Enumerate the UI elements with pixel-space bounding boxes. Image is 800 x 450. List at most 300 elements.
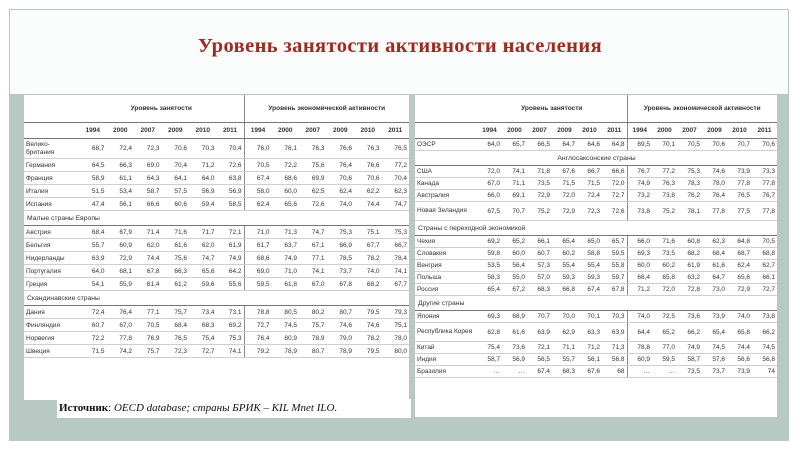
value-cell: 60,0 <box>627 260 652 272</box>
value-cell: 64,1 <box>162 172 190 185</box>
value-cell: 63,9 <box>79 252 107 265</box>
value-cell: 66,2 <box>677 323 702 342</box>
value-cell: 76,2 <box>677 190 702 202</box>
value-cell: 64,0 <box>79 265 107 278</box>
value-cell: 64,6 <box>577 139 602 151</box>
country-name: Велико-британия <box>24 139 79 159</box>
value-cell: … <box>502 366 527 378</box>
value-cell: 76,0 <box>244 139 272 159</box>
table-row <box>24 226 409 239</box>
value-cell: 77,1 <box>134 306 162 319</box>
value-cell: 62,4 <box>327 185 355 198</box>
country-name: Швеция <box>24 345 79 358</box>
value-cell: 78,0 <box>382 332 410 345</box>
value-cell: 71,3 <box>272 226 300 239</box>
value-cell: 80,7 <box>299 345 327 358</box>
value-cell: 64,5 <box>79 159 107 172</box>
value-cell: 72,6 <box>217 159 245 172</box>
value-cell: 67,2 <box>502 284 527 296</box>
value-cell: 58,7 <box>477 354 502 366</box>
value-cell: 63,8 <box>217 172 245 185</box>
value-cell: 72,2 <box>79 332 107 345</box>
value-cell: 56,9 <box>217 185 245 198</box>
value-cell: 75,6 <box>162 252 190 265</box>
value-cell: 71,0 <box>272 265 300 278</box>
value-cell: 56,9 <box>502 354 527 366</box>
value-cell: 67,7 <box>382 278 410 291</box>
value-cell: 70,1 <box>577 311 602 323</box>
value-cell: 65,6 <box>727 272 752 284</box>
value-cell: 59,3 <box>552 272 577 284</box>
value-cell: 63,3 <box>577 323 602 342</box>
value-cell: 73,5 <box>527 178 552 190</box>
year-cell: 1994 <box>244 123 272 139</box>
value-cell: 73,0 <box>702 284 727 296</box>
value-cell: 64,7 <box>552 139 577 151</box>
value-cell: 63,7 <box>272 239 300 252</box>
value-cell: 68,6 <box>272 172 300 185</box>
value-cell: 76,3 <box>299 139 327 159</box>
value-cell: 74,7 <box>189 252 217 265</box>
value-cell: 72,4 <box>577 190 602 202</box>
value-cell: 58,0 <box>244 185 272 198</box>
value-cell: 64,2 <box>217 265 245 278</box>
source-note <box>57 399 411 418</box>
year-cell: 2011 <box>752 123 777 139</box>
value-cell: 72,7 <box>189 345 217 358</box>
value-cell: 79,2 <box>244 345 272 358</box>
value-cell: 66,6 <box>602 166 627 178</box>
value-cell: 62,8 <box>477 323 502 342</box>
value-cell: 67,7 <box>354 239 382 252</box>
table-row <box>415 202 777 221</box>
value-cell: 67,0 <box>299 278 327 291</box>
value-cell: 78,3 <box>677 178 702 190</box>
value-cell: 72,3 <box>162 345 190 358</box>
year-cell: 2007 <box>527 123 552 139</box>
value-cell: 78,4 <box>382 252 410 265</box>
table-row <box>24 319 409 332</box>
value-cell: 77,2 <box>652 166 677 178</box>
value-cell: 74,4 <box>134 252 162 265</box>
value-cell: 68,2 <box>677 248 702 260</box>
value-cell: 70,3 <box>189 139 217 159</box>
source-colon: : <box>108 402 114 414</box>
section-row <box>415 296 777 311</box>
value-cell: 74,6 <box>327 319 355 332</box>
header-blank-cell <box>415 95 477 123</box>
year-cell: 2010 <box>727 123 752 139</box>
value-cell: 67,4 <box>577 284 602 296</box>
value-cell: 58,7 <box>134 185 162 198</box>
value-cell: 79,5 <box>354 306 382 319</box>
value-cell: 56,9 <box>189 185 217 198</box>
value-cell: 77,8 <box>107 332 135 345</box>
year-cell: 2007 <box>299 123 327 139</box>
value-cell: 58,7 <box>677 354 702 366</box>
value-cell: 71,2 <box>189 159 217 172</box>
value-cell: 72,0 <box>652 284 677 296</box>
value-cell: 74,7 <box>299 226 327 239</box>
value-cell: 55,9 <box>107 278 135 291</box>
country-name: Россия <box>415 284 477 296</box>
value-cell: 72,7 <box>602 190 627 202</box>
value-cell: 71,1 <box>502 178 527 190</box>
value-cell: 73,3 <box>752 166 777 178</box>
header-blank-cell <box>24 95 79 123</box>
table-row <box>415 272 777 284</box>
country-name: ОЭСР <box>415 139 477 151</box>
value-cell: 80,2 <box>299 306 327 319</box>
year-cell: 2009 <box>327 123 355 139</box>
table-header-row <box>24 95 409 123</box>
value-cell: 77,8 <box>752 202 777 221</box>
value-cell: 67,6 <box>577 366 602 378</box>
value-cell: 78,0 <box>702 178 727 190</box>
value-cell: 70,6 <box>752 139 777 151</box>
value-cell: 65,8 <box>652 272 677 284</box>
table-row <box>415 284 777 296</box>
value-cell: 58,9 <box>79 172 107 185</box>
year-cell: 2000 <box>502 123 527 139</box>
value-cell: 68,7 <box>79 139 107 159</box>
value-cell: 62,5 <box>299 185 327 198</box>
right-table-panel <box>415 95 777 417</box>
value-cell: 62,2 <box>354 185 382 198</box>
value-cell: 78,2 <box>354 332 382 345</box>
value-cell: 73,7 <box>702 366 727 378</box>
value-cell: 64,8 <box>602 139 627 151</box>
header-employment-rate: Уровень занятости <box>79 95 244 123</box>
value-cell: 59,8 <box>477 248 502 260</box>
value-cell: 65,4 <box>552 236 577 248</box>
value-cell: 55,4 <box>577 260 602 272</box>
value-cell: 74,2 <box>107 345 135 358</box>
value-cell: 71,2 <box>627 284 652 296</box>
table-row <box>415 166 777 178</box>
value-cell: 79,0 <box>327 332 355 345</box>
value-cell: 74,1 <box>382 265 410 278</box>
value-cell: 61,6 <box>702 260 727 272</box>
value-cell: 60,2 <box>552 248 577 260</box>
value-cell: 61,7 <box>244 239 272 252</box>
value-cell: 66,1 <box>527 236 552 248</box>
country-name: Нидерланды <box>24 252 79 265</box>
value-cell: 72,1 <box>217 226 245 239</box>
value-cell: 70,5 <box>752 236 777 248</box>
value-cell: 74,7 <box>382 198 410 211</box>
value-cell: 75,7 <box>162 306 190 319</box>
value-cell: 62,7 <box>752 260 777 272</box>
year-cell: 2011 <box>217 123 245 139</box>
value-cell: 76,4 <box>702 190 727 202</box>
value-cell: 68,4 <box>79 226 107 239</box>
employment-table-left <box>24 95 409 358</box>
value-cell: 75,7 <box>299 319 327 332</box>
value-cell: 60,2 <box>652 260 677 272</box>
value-cell: 66,7 <box>382 239 410 252</box>
value-cell: 78,5 <box>327 252 355 265</box>
country-name: Дания <box>24 306 79 319</box>
value-cell: 73,9 <box>702 311 727 323</box>
value-cell: 74,1 <box>217 345 245 358</box>
value-cell: 62,3 <box>382 185 410 198</box>
value-cell: 73,9 <box>727 166 752 178</box>
value-cell: 74 <box>752 366 777 378</box>
section-row <box>24 291 409 306</box>
value-cell: 75,3 <box>677 166 702 178</box>
value-cell: 72,7 <box>752 284 777 296</box>
year-cell: 2000 <box>272 123 300 139</box>
value-cell: … <box>652 366 677 378</box>
value-cell: 73,5 <box>652 248 677 260</box>
value-cell: 72,3 <box>134 139 162 159</box>
value-cell: 59,7 <box>602 272 627 284</box>
value-cell: 76,7 <box>752 190 777 202</box>
value-cell: 60,0 <box>272 185 300 198</box>
section-label: Страны с переходной экономикой <box>415 221 777 236</box>
value-cell: 77,1 <box>299 252 327 265</box>
country-name: Новая Зеландия <box>415 202 477 221</box>
value-cell: 59,4 <box>189 198 217 211</box>
table-row <box>415 248 777 260</box>
value-cell: 74,9 <box>627 178 652 190</box>
value-cell: 76,5 <box>162 332 190 345</box>
table-row <box>24 185 409 198</box>
value-cell: 77,0 <box>652 342 677 354</box>
value-cell: 73,8 <box>752 311 777 323</box>
value-cell: 62,0 <box>134 239 162 252</box>
value-cell: 72,3 <box>577 202 602 221</box>
value-cell: 61,4 <box>134 278 162 291</box>
value-cell: 73,7 <box>327 265 355 278</box>
value-cell: 73,6 <box>677 311 702 323</box>
value-cell: 75,7 <box>134 345 162 358</box>
value-cell: 65,2 <box>502 236 527 248</box>
value-cell: 53,5 <box>477 260 502 272</box>
table-row <box>415 260 777 272</box>
value-cell: 68,4 <box>627 272 652 284</box>
value-cell: 74,0 <box>354 265 382 278</box>
value-cell: 61,8 <box>272 278 300 291</box>
employment-table-right <box>415 95 777 378</box>
years-blank-cell <box>415 123 477 139</box>
value-cell: 66,8 <box>552 284 577 296</box>
value-cell: 65,7 <box>502 139 527 151</box>
table-row <box>415 190 777 202</box>
value-cell: 60,8 <box>677 236 702 248</box>
value-cell: 70,6 <box>162 139 190 159</box>
value-cell: 61,6 <box>502 323 527 342</box>
value-cell: 69,0 <box>134 159 162 172</box>
value-cell: 61,9 <box>677 260 702 272</box>
value-cell: 69,1 <box>502 190 527 202</box>
value-cell: 71,0 <box>244 226 272 239</box>
value-cell: 72,7 <box>244 319 272 332</box>
value-cell: 72,5 <box>652 311 677 323</box>
value-cell: 66,9 <box>327 239 355 252</box>
table-row <box>24 172 409 185</box>
value-cell: 59,5 <box>244 278 272 291</box>
value-cell: 71,7 <box>189 226 217 239</box>
value-cell: 65,2 <box>652 323 677 342</box>
country-name: Словакия <box>415 248 477 260</box>
year-cell: 2009 <box>162 123 190 139</box>
value-cell: 76,9 <box>134 332 162 345</box>
country-name: Чехия <box>415 236 477 248</box>
value-cell: 62,3 <box>702 236 727 248</box>
value-cell: 55,6 <box>217 278 245 291</box>
value-cell: 62,0 <box>189 239 217 252</box>
value-cell: 74,5 <box>272 319 300 332</box>
table-row <box>415 236 777 248</box>
value-cell: 66,3 <box>162 265 190 278</box>
country-name: США <box>415 166 477 178</box>
year-cell: 2000 <box>652 123 677 139</box>
value-cell: 75,3 <box>382 226 410 239</box>
value-cell: 77,8 <box>752 178 777 190</box>
value-cell: 73,4 <box>189 306 217 319</box>
value-cell: 67,9 <box>107 226 135 239</box>
value-cell: 72,9 <box>552 202 577 221</box>
value-cell: 56,5 <box>527 354 552 366</box>
value-cell: 76,3 <box>652 178 677 190</box>
value-cell: 71,5 <box>577 178 602 190</box>
value-cell: 73,5 <box>677 366 702 378</box>
value-cell: 76,3 <box>354 139 382 159</box>
value-cell: 66,0 <box>627 236 652 248</box>
section-row <box>415 221 777 236</box>
value-cell: 55,8 <box>602 260 627 272</box>
table-row <box>24 265 409 278</box>
value-cell: 72,9 <box>527 190 552 202</box>
country-name: Австралия <box>415 190 477 202</box>
value-cell: 69,2 <box>217 319 245 332</box>
value-cell: 54,1 <box>79 278 107 291</box>
value-cell: 74,9 <box>677 342 702 354</box>
value-cell: 63,2 <box>677 272 702 284</box>
value-cell: 62,4 <box>727 260 752 272</box>
value-cell: 76,1 <box>272 139 300 159</box>
value-cell: 66,5 <box>527 139 552 151</box>
country-name: Китай <box>415 342 477 354</box>
value-cell: 68,6 <box>244 252 272 265</box>
value-cell: 76,4 <box>107 306 135 319</box>
table-header-row <box>415 95 777 123</box>
value-cell: 55,7 <box>79 239 107 252</box>
table-row <box>24 306 409 319</box>
years-row <box>415 123 777 139</box>
value-cell: 75,1 <box>382 319 410 332</box>
table-row <box>415 178 777 190</box>
value-cell: 72,4 <box>79 306 107 319</box>
table-row <box>24 332 409 345</box>
value-cell: 55,4 <box>552 260 577 272</box>
value-cell: 68 <box>602 366 627 378</box>
value-cell: 80,9 <box>272 332 300 345</box>
year-cell: 2009 <box>702 123 727 139</box>
value-cell: 56,8 <box>602 354 627 366</box>
value-cell: 72,8 <box>677 284 702 296</box>
value-cell: 70,6 <box>327 172 355 185</box>
value-cell: … <box>477 366 502 378</box>
value-cell: 66,1 <box>752 272 777 284</box>
country-name: Польша <box>415 272 477 284</box>
value-cell: 65,7 <box>602 236 627 248</box>
country-name: Греция <box>24 278 79 291</box>
value-cell: 74,0 <box>727 311 752 323</box>
value-cell: 66,7 <box>577 166 602 178</box>
value-cell: 77,5 <box>727 202 752 221</box>
value-cell: 70,4 <box>162 159 190 172</box>
value-cell: 57,3 <box>527 260 552 272</box>
value-cell: 67,0 <box>107 319 135 332</box>
year-cell: 2010 <box>354 123 382 139</box>
value-cell: 60,9 <box>627 354 652 366</box>
value-cell: 67,6 <box>552 166 577 178</box>
value-cell: 66,2 <box>752 323 777 342</box>
value-cell: 60,7 <box>79 319 107 332</box>
value-cell: 62,4 <box>244 198 272 211</box>
value-cell: 59,3 <box>577 272 602 284</box>
value-cell: 74,1 <box>299 265 327 278</box>
value-cell: 63,9 <box>602 323 627 342</box>
value-cell: 76,5 <box>727 190 752 202</box>
value-cell: 64,4 <box>627 323 652 342</box>
value-cell: 71,5 <box>552 178 577 190</box>
value-cell: 66,0 <box>477 190 502 202</box>
value-cell: 69,3 <box>477 311 502 323</box>
year-cell: 2010 <box>189 123 217 139</box>
value-cell: 78,1 <box>677 202 702 221</box>
value-cell: 75,3 <box>327 226 355 239</box>
value-cell: 69,0 <box>244 265 272 278</box>
table-row <box>415 311 777 323</box>
value-cell: 74,0 <box>327 198 355 211</box>
value-cell: 75,1 <box>354 226 382 239</box>
value-cell: 80,7 <box>327 306 355 319</box>
value-cell: 78,8 <box>244 306 272 319</box>
value-cell: 69,2 <box>477 236 502 248</box>
value-cell: 75,2 <box>527 202 552 221</box>
years-blank-cell <box>24 123 79 139</box>
value-cell: 65,6 <box>189 265 217 278</box>
year-cell: 2007 <box>134 123 162 139</box>
table-row <box>415 323 777 342</box>
value-cell: 51,5 <box>79 185 107 198</box>
value-cell: 65,4 <box>702 323 727 342</box>
value-cell: 71,8 <box>527 166 552 178</box>
section-label: Скандинавские страны <box>24 291 409 306</box>
year-cell: 2010 <box>577 123 602 139</box>
header-employment-rate: Уровень занятости <box>477 95 627 123</box>
header-activity-rate: Уровень экономической активности <box>627 95 777 123</box>
year-cell: 2000 <box>107 123 135 139</box>
source-text: OECD database; страны БРИК – KIL Mnet ILO. <box>113 402 338 414</box>
value-cell: 74,6 <box>354 319 382 332</box>
country-name: Австрия <box>24 226 79 239</box>
value-cell: 56,8 <box>752 354 777 366</box>
value-cell: 68,2 <box>354 278 382 291</box>
value-cell: 55,7 <box>552 354 577 366</box>
country-name: Япония <box>415 311 477 323</box>
value-cell: 59,5 <box>652 354 677 366</box>
value-cell: 70,4 <box>382 172 410 185</box>
table-row <box>415 366 777 378</box>
value-cell: 73,1 <box>217 306 245 319</box>
value-cell: 64,3 <box>134 172 162 185</box>
year-cell: 2007 <box>677 123 702 139</box>
